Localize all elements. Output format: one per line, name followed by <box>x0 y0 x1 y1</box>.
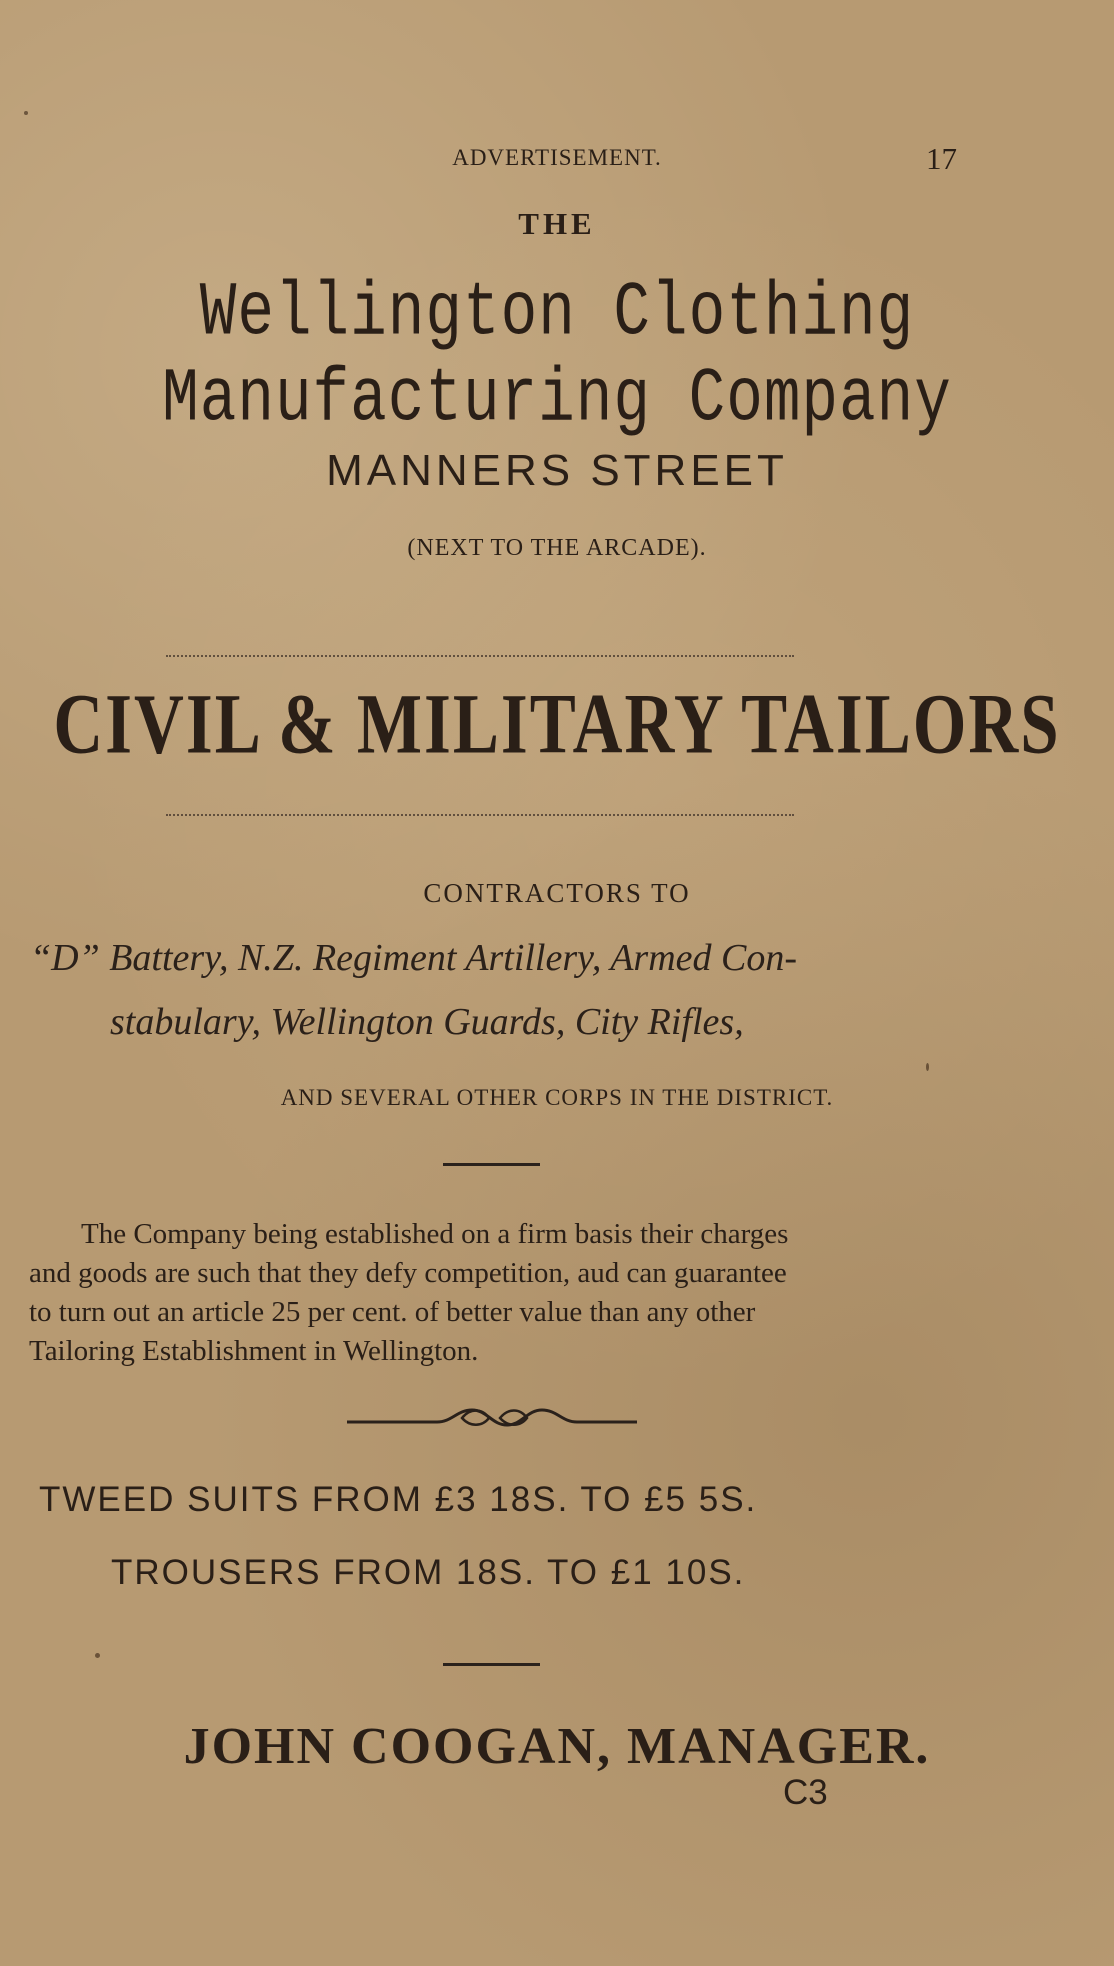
contractors-heading: CONTRACTORS TO <box>423 878 691 908</box>
tweed-suits-price: TWEED SUITS FROM £3 18S. TO £5 5S. <box>39 1480 758 1519</box>
company-address: MANNERS STREET <box>326 446 788 495</box>
paper-speck <box>24 111 28 115</box>
description-line-1: The Company being established on a firm basis their charges <box>81 1218 789 1250</box>
contractor-list-line-2: stabulary, Wellington Guards, City Rifles, <box>110 1001 744 1043</box>
location-note: (NEXT TO THE ARCADE). <box>407 535 707 561</box>
divider-rule-top <box>443 1163 540 1166</box>
top-ornament-line <box>166 655 794 661</box>
description-line-3: to turn out an article 25 per cent. of better value than any other <box>29 1295 756 1328</box>
decorative-flourish <box>342 1400 642 1440</box>
paper-speck <box>95 1653 100 1658</box>
district-note: AND SEVERAL OTHER CORPS IN THE DISTRICT. <box>280 1085 834 1110</box>
page-heading: ADVERTISEMENT. <box>452 145 662 170</box>
description-line-4: Tailoring Establishment in Wellington. <box>29 1334 479 1367</box>
divider-rule-bottom <box>443 1663 540 1666</box>
signature-mark: C3 <box>783 1773 828 1812</box>
bottom-ornament-line <box>166 814 794 820</box>
company-name: Wellington Clothing Manufacturing Company <box>162 270 952 444</box>
manager-signature: JOHN COOGAN, MANAGER. <box>183 1718 931 1775</box>
description-line-2: and goods are such that they defy competition, aud can guarantee <box>29 1256 787 1289</box>
trousers-price: TROUSERS FROM 18S. TO £1 10S. <box>111 1553 746 1592</box>
page-number: 17 <box>926 141 957 176</box>
paper-speck <box>926 1063 929 1071</box>
contractor-list-line-1: “D” Battery, N.Z. Regiment Artillery, Armed Con- <box>30 937 798 979</box>
tailors-heading: CIVIL & MILITARY TAILORS <box>53 676 1061 772</box>
company-description <box>29 1215 964 1370</box>
company-prefix: THE <box>518 206 596 241</box>
